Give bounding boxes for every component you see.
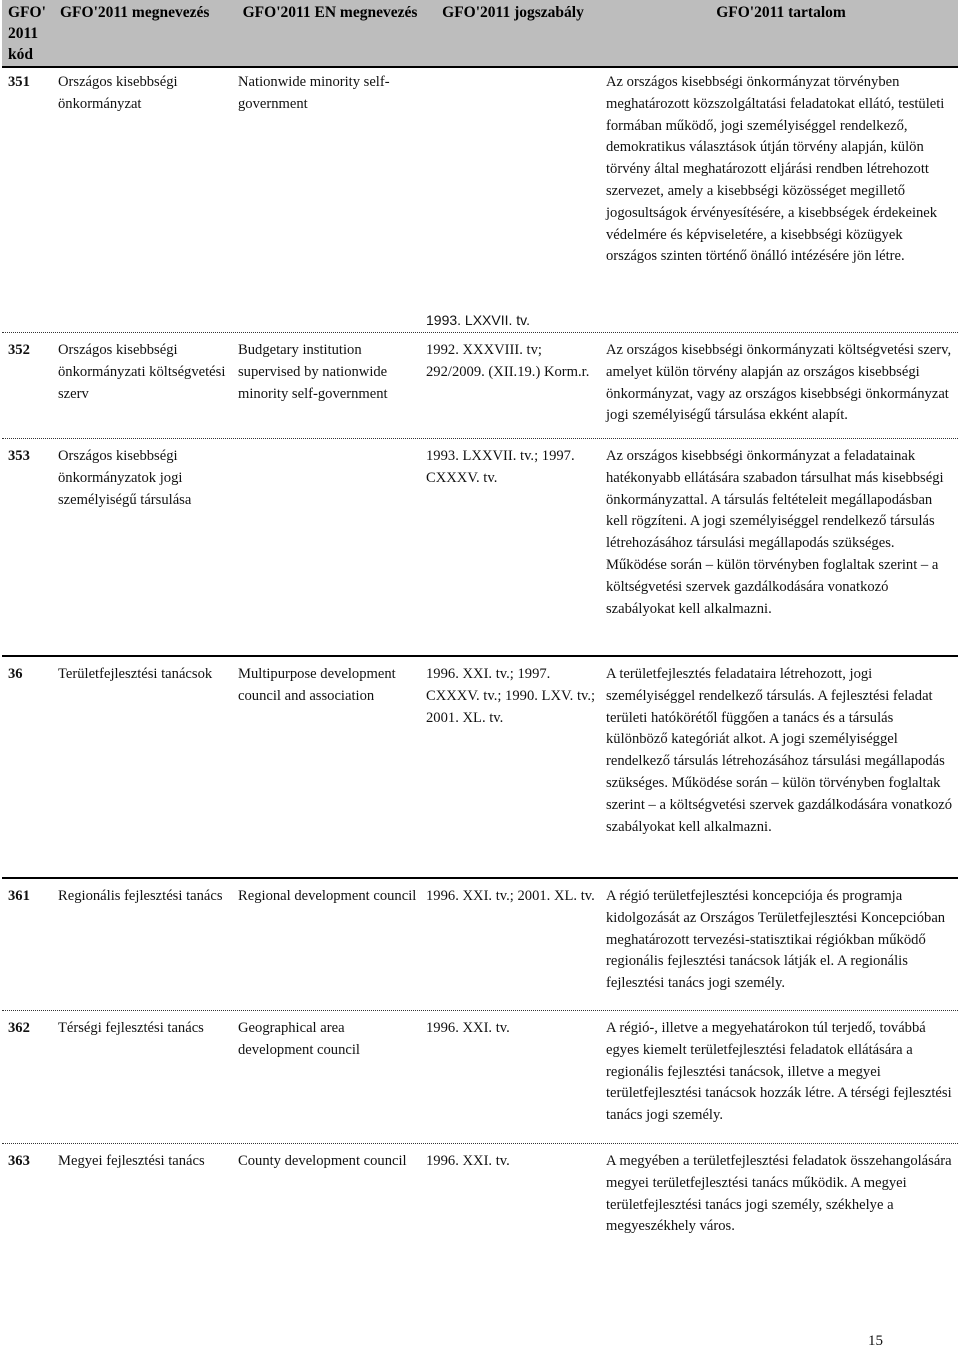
row-legislation: 1992. XXXVIII. tv; 292/2009. (XII.19.) Korm.r. (426, 342, 590, 380)
row-name: Országos kisebbségi önkormányzat (58, 74, 178, 112)
row-name: Országos kisebbségi önkormányzatok jogi személyiségű társulása (58, 448, 192, 508)
row-english-name: Multipurpose development council and association (238, 666, 396, 704)
row-content: A megyében a területfejlesztési feladatok összehangolására megyei területfejlesztési tanács működik. A megyei területfejlesztési tanács jogi személy, székhelye a megyeszékhely város. (606, 1153, 952, 1235)
row-english-name: Regional development council (238, 888, 417, 904)
row-name: Megyei fejlesztési tanács (58, 1153, 205, 1169)
row-code: 36 (8, 666, 23, 682)
row-english-name: Nationwide minority self-government (238, 74, 390, 112)
row-code: 361 (8, 888, 30, 904)
row-legislation: 1996. XXI. tv.; 1997. CXXXV. tv.; 1990. LXV. tv.; 2001. XL. tv. (426, 666, 596, 726)
table-row (2, 1012, 958, 1144)
row-english-name: Geographical area development council (238, 1020, 360, 1058)
row-name: Területfejlesztési tanácsok (58, 666, 213, 682)
row-legislation: 1996. XXI. tv. (426, 1153, 510, 1169)
table-row (2, 880, 958, 1011)
row-content: A területfejlesztés feladataira létrehozott, jogi személyiséggel rendelkező társulás. A fejlesztési feladat területi hatókörétől függően a tanács és a társulás különböző kategóriát alkot. A jogi személyiséggel rendelkező társulás létrehozásához társulási megállapodás szükséges. Működése során – külön törvényben foglaltak szerint – a költségvetési szervek gazdálkodására vonatkozó szabályokat kell alkalmazni. (606, 666, 953, 835)
table-row (2, 334, 958, 439)
row-content: A régió területfejlesztési koncepciója és programja kidolgozását az Országos Területfejlesztési Koncepcióban meghatározott tervezési-statisztikai régiókban működő regionális fejlesztési tanácsok látják el. A regionális fejlesztési tanács jogi személy. (606, 888, 946, 992)
row-content: A régió-, illetve a megyehatárokon túl terjedő, továbbá egyes kiemelt területfejlesztési feladatok ellátására a regionális fejlesztési tanácsok, illetve a megyei területfejlesztési tanácsok hozzák létre. A térségi fejlesztési tanács jogi személy. (606, 1020, 952, 1124)
header-english-name: GFO'2011 EN megnevezés (242, 4, 418, 21)
row-content: Az országos kisebbségi önkormányzat a feladatainak hatékonyabb ellátására szabadon társulhat más kisebbségi önkormányzattal. A társulás feltételeit megállapodásban kell rögzíteni. A jogi személyiséggel rendelkező társulás létrehozásához társulási megállapodás szükséges. Működése során – külön törvényben foglaltak szerint – a költségvetési szervek gazdálkodására vonatkozó szabályokat kell alkalmazni. (606, 448, 944, 617)
table-row (2, 66, 958, 333)
row-english-name: Budgetary institution supervised by nationwide minority self-government (238, 342, 388, 402)
legislation-overlay: 1993. LXXVII. tv. (426, 312, 531, 328)
table-row (2, 1145, 958, 1245)
row-name: Térségi fejlesztési tanács (58, 1020, 204, 1036)
table-row (2, 440, 958, 657)
table-row (2, 658, 958, 879)
row-code: 351 (8, 74, 30, 90)
row-code: 352 (8, 342, 30, 358)
header-content: GFO'2011 tartalom (716, 4, 846, 21)
row-name: Országos kisebbségi önkormányzati költségvetési szerv (58, 342, 226, 402)
row-legislation: 1993. LXXVII. tv.; 1997. CXXXV. tv. (426, 448, 575, 486)
row-code: 353 (8, 448, 30, 464)
header-legislation: GFO'2011 jogszabály (442, 4, 584, 21)
header-name: GFO'2011 megnevezés (60, 4, 210, 21)
row-english-name: County development council (238, 1153, 407, 1169)
row-code: 362 (8, 1020, 30, 1036)
header-code: GFO' 2011 kód (8, 4, 46, 63)
row-code: 363 (8, 1153, 30, 1169)
row-content: Az országos kisebbségi önkormányzati költségvetési szerv, amelyet külön törvény alapján az országos kisebbségi önkormányzat, vagy az országos kisebbségi önkormányzat jogi személyiségű társulása ekként alapít. (606, 342, 952, 424)
page-number: 15 (868, 1333, 883, 1349)
row-name: Regionális fejlesztési tanács (58, 888, 223, 904)
row-legislation: 1996. XXI. tv. (426, 1020, 510, 1036)
row-legislation: 1996. XXI. tv.; 2001. XL. tv. (426, 888, 595, 904)
row-content: Az országos kisebbségi önkormányzat törvényben meghatározott közszolgáltatási feladatokat ellátó, testületi formában működő, jogi személyiséggel rendelkező, demokratikus választások útján törvény alapján, külön törvény által meghatározott eljárási rendben létrehozott szervezet, amely a kisebbségi közösséget megillető jogosultságok érvényesítésére, a kisebbségek érdekeinek védelmére és képviseletére, a kisebbségi közügyek országos szinten történő önálló intézésére jön létre. (606, 74, 945, 265)
table-header (2, 0, 958, 68)
